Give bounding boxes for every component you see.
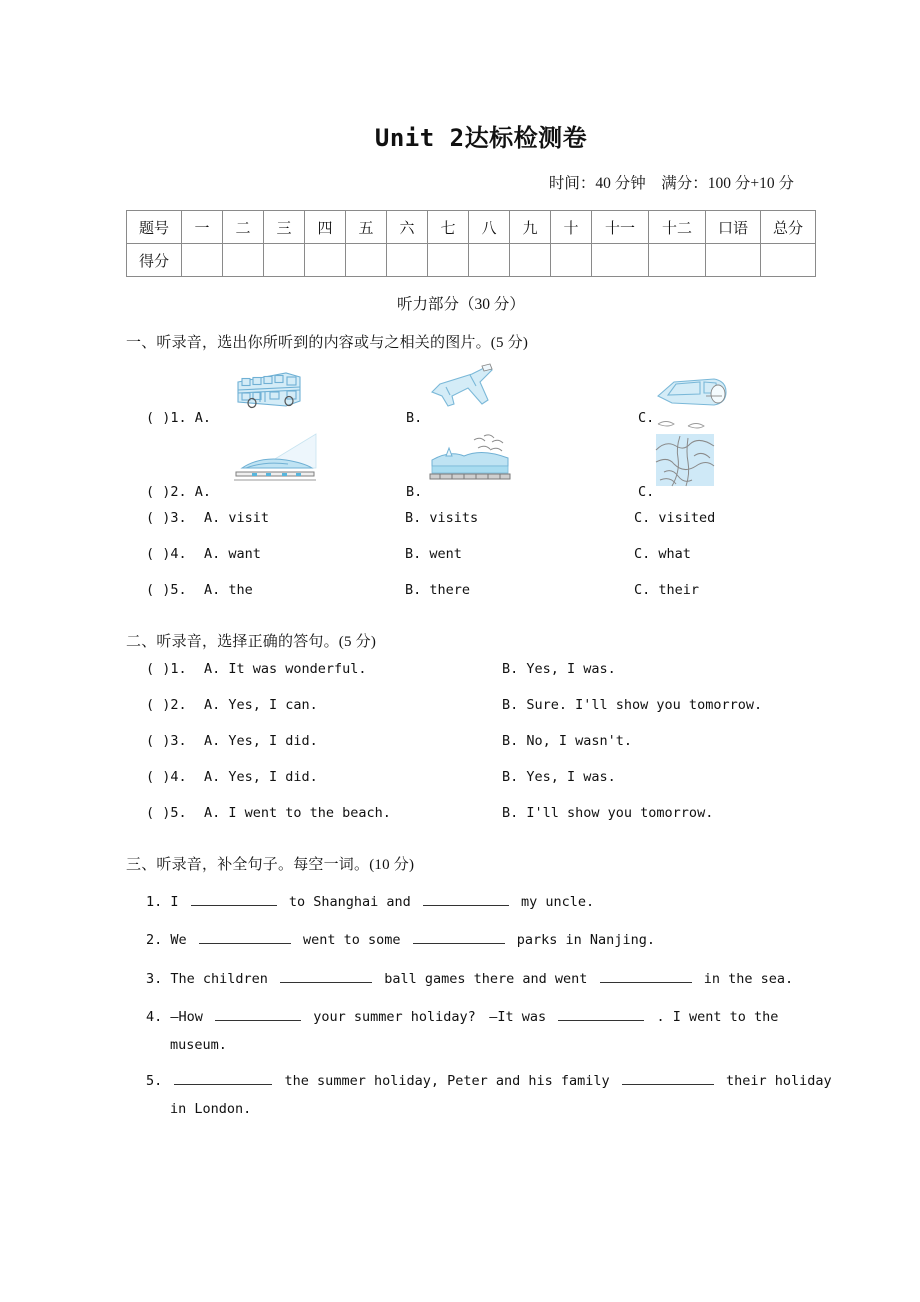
- fq4-part3: . I went to the: [656, 1008, 779, 1025]
- fq3-blank-2[interactable]: [600, 969, 692, 983]
- s2q1-option-b[interactable]: B. Yes, I was.: [502, 661, 616, 677]
- listening-part-heading: 听力部分（30 分）: [397, 296, 525, 313]
- section-1-heading: 一、听录音，选出你所听到的内容或与之相关的图片。(5 分): [126, 335, 529, 351]
- s2q1-lead: ( )1.: [146, 661, 187, 677]
- fill-question-4-continuation: museum.: [170, 1037, 227, 1053]
- q1-option-c-label[interactable]: C.: [638, 410, 655, 426]
- q5-option-b[interactable]: B. there: [405, 582, 471, 598]
- fq2-part1: We: [170, 932, 187, 949]
- fq5-part3: their holiday: [725, 1073, 832, 1089]
- fq3-part3: in the sea.: [703, 970, 794, 987]
- fq3-part1: The children: [170, 970, 268, 987]
- score-entry-cell[interactable]: [761, 244, 816, 277]
- score-entry-cell[interactable]: [592, 244, 649, 277]
- score-table-score-row: [127, 244, 816, 277]
- section-2-heading: 二、听录音，选择正确的答句。(5 分): [126, 634, 377, 650]
- q4-option-b[interactable]: B. went: [405, 546, 462, 562]
- fq1-number: 1.: [146, 894, 163, 910]
- score-table-cell: 九: [510, 211, 551, 244]
- fq4-part1: —How: [170, 1008, 203, 1025]
- score-table-header-row: [127, 211, 816, 244]
- fq5-blank-2[interactable]: [622, 1071, 714, 1085]
- q3-option-b[interactable]: B. visits: [405, 510, 479, 526]
- score-table-cell: 口语: [706, 211, 761, 244]
- fq1-part2: to Shanghai and: [288, 894, 411, 910]
- q5-option-a[interactable]: A. the: [204, 582, 253, 598]
- fill-question-5: [126, 1071, 832, 1091]
- page-title: Unit 2达标检测卷: [374, 124, 588, 152]
- s2q3-lead: ( )3.: [146, 733, 187, 749]
- fill-question-4: [126, 1007, 796, 1027]
- q4-option-a[interactable]: A. want: [204, 546, 261, 562]
- q3-lead: ( )3.: [146, 510, 187, 526]
- fq2-number: 2.: [146, 932, 163, 949]
- fq4-blank-1[interactable]: [215, 1007, 301, 1021]
- q5-lead: ( )5.: [146, 582, 187, 598]
- fq3-part2: ball games there and went: [384, 970, 588, 987]
- s2q5-option-a[interactable]: A. I went to the beach.: [204, 805, 391, 821]
- s2q2-option-b[interactable]: B. Sure. I'll show you tomorrow.: [502, 697, 763, 713]
- s2q2-option-a[interactable]: A. Yes, I can.: [204, 697, 318, 713]
- section2-question-4: [126, 759, 796, 795]
- fq3-blank-1[interactable]: [280, 969, 372, 983]
- score-entry-cell[interactable]: [264, 244, 305, 277]
- fill-question-3: [126, 969, 796, 989]
- section2-question-5: [126, 795, 796, 831]
- fq4-number: 4.: [146, 1008, 163, 1025]
- s2q4-lead: ( )4.: [146, 769, 187, 785]
- score-table-cell: 十一: [592, 211, 649, 244]
- score-table-cell: 题号: [127, 211, 182, 244]
- fill-question-2: [126, 930, 796, 950]
- score-table: [126, 210, 816, 277]
- fq1-blank-1[interactable]: [191, 892, 277, 906]
- listen-question-3: [126, 500, 796, 536]
- s2q4-option-a[interactable]: A. Yes, I did.: [204, 769, 318, 785]
- fill-question-1: [126, 892, 796, 912]
- q1-option-b-label[interactable]: B.: [406, 410, 423, 426]
- score-table-cell: 五: [346, 211, 387, 244]
- q4-option-c[interactable]: C. what: [634, 546, 691, 562]
- fq4-blank-2[interactable]: [558, 1007, 644, 1021]
- fq1-part1: I: [170, 894, 179, 910]
- score-entry-cell[interactable]: [706, 244, 761, 277]
- score-entry-cell[interactable]: [469, 244, 510, 277]
- section2-question-2: [126, 687, 796, 723]
- s2q4-option-b[interactable]: B. Yes, I was.: [502, 769, 616, 785]
- score-table-cell: 八: [469, 211, 510, 244]
- score-entry-cell[interactable]: [428, 244, 469, 277]
- score-table-cell: 十二: [649, 211, 706, 244]
- s2q3-option-b[interactable]: B. No, I wasn't.: [502, 733, 633, 749]
- q3-option-c[interactable]: C. visited: [634, 510, 716, 526]
- q3-option-a[interactable]: A. visit: [204, 510, 270, 526]
- fq2-part3: parks in Nanjing.: [516, 932, 655, 949]
- score-table-cell: 二: [223, 211, 264, 244]
- picture-question-2: [126, 430, 796, 500]
- q4-lead: ( )4.: [146, 546, 187, 562]
- airplane-icon: [426, 362, 502, 414]
- score-entry-cell[interactable]: [387, 244, 428, 277]
- listen-question-4: [126, 536, 796, 572]
- s2q2-lead: ( )2.: [146, 697, 187, 713]
- score-entry-cell[interactable]: [510, 244, 551, 277]
- section2-question-1: [126, 651, 796, 687]
- q1-lead-and-option-a[interactable]: ( )1. A.: [146, 410, 212, 426]
- fq1-blank-2[interactable]: [423, 892, 509, 906]
- double-decker-bus-icon: [230, 368, 306, 414]
- fq2-blank-1[interactable]: [199, 930, 291, 944]
- q2-option-b-label[interactable]: B.: [406, 484, 423, 500]
- modern-building-icon: [230, 432, 318, 488]
- q2-option-c-label[interactable]: C.: [638, 484, 655, 500]
- section-3-heading: 三、听录音，补全句子。每空一词。(10 分): [126, 857, 415, 873]
- q5-option-c[interactable]: C. their: [634, 582, 700, 598]
- s2q1-option-a[interactable]: A. It was wonderful.: [204, 661, 367, 677]
- score-table-cell: 三: [264, 211, 305, 244]
- score-table-cell: 十: [551, 211, 592, 244]
- score-entry-cell[interactable]: [551, 244, 592, 277]
- seaside-scene-icon: [426, 426, 514, 488]
- score-entry-cell[interactable]: [649, 244, 706, 277]
- fq5-part2: the summer holiday, Peter and his family: [284, 1073, 610, 1089]
- listen-question-5: [126, 572, 796, 608]
- s2q3-option-a[interactable]: A. Yes, I did.: [204, 733, 318, 749]
- score-table-cell: 七: [428, 211, 469, 244]
- fq2-blank-2[interactable]: [413, 930, 505, 944]
- q2-lead-and-option-a[interactable]: ( )2. A.: [146, 484, 212, 500]
- fq5-blank-1[interactable]: [174, 1071, 272, 1085]
- s2q5-option-b[interactable]: B. I'll show you tomorrow.: [502, 805, 714, 821]
- score-entry-cell[interactable]: [223, 244, 264, 277]
- fq4-part2: your summer holiday? —It was: [313, 1008, 547, 1025]
- fq3-number: 3.: [146, 970, 163, 987]
- score-entry-cell[interactable]: [346, 244, 387, 277]
- high-speed-train-icon: [654, 372, 730, 414]
- score-table-cell: 六: [387, 211, 428, 244]
- fq5-number: 5.: [146, 1073, 163, 1089]
- fq2-part2: went to some: [302, 932, 401, 949]
- score-entry-cell[interactable]: [182, 244, 223, 277]
- score-table-cell: 得分: [127, 244, 182, 277]
- score-entry-cell[interactable]: [305, 244, 346, 277]
- section2-question-3: [126, 723, 796, 759]
- fq1-part3: my uncle.: [521, 894, 595, 910]
- page-content: [126, 0, 832, 1118]
- score-table-cell: 总分: [761, 211, 816, 244]
- fill-question-5-continuation: in London.: [170, 1101, 252, 1118]
- s2q5-lead: ( )5.: [146, 805, 187, 821]
- great-wall-mountain-icon: [654, 416, 716, 488]
- score-table-cell: 一: [182, 211, 223, 244]
- exam-meta-line: 时间：40 分钟 满分：100 分+10 分: [548, 175, 794, 192]
- score-table-cell: 四: [305, 211, 346, 244]
